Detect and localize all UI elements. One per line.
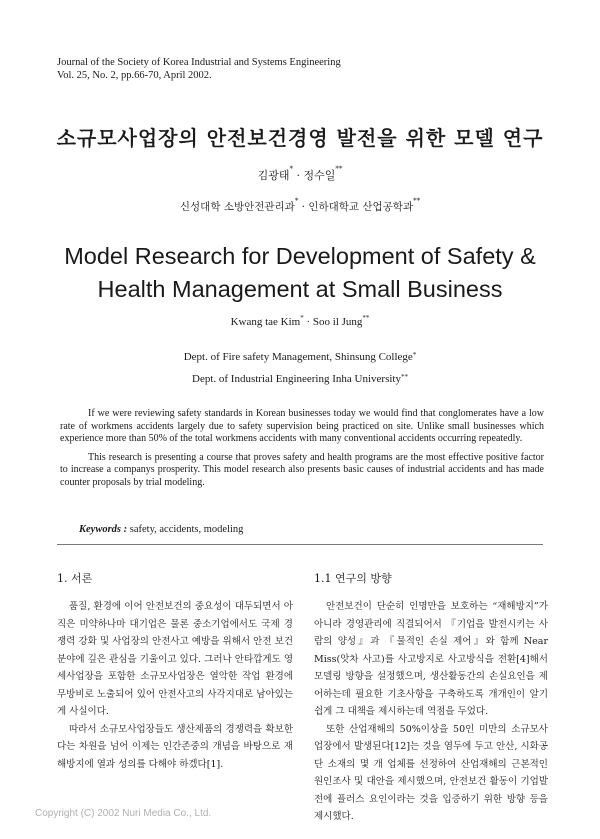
journal-name: Journal of the Society of Korea Industrial and Systems Engineering (57, 57, 341, 68)
english-affiliation-1: Dept. of Fire safety Management, Shinsung College* (183, 351, 417, 363)
copyright-notice: Copyright (C) 2002 Nuri Media Co., Ltd. (35, 808, 212, 819)
section-1-paragraph-2: 따라서 소규모사업장들도 생산제품의 경쟁력을 확보한다는 차원을 넘어 이제는 인간존중의 개념을 바탕으로 재해방지에 열과 성의를 다해야 하겠다[1]. (57, 723, 293, 770)
abstract-paragraph-2: This research is presenting a course that proves safety and health programs are the most effective positive factor to increase a companys prosperity. This model research also presents basic causes of industrial accidents and has made counter proposals by trial modeling. (60, 451, 544, 488)
keywords-label: Keywords : (79, 524, 128, 535)
english-authors: Kwang tae Kim* · Soo il Jung** (230, 314, 370, 328)
journal-header (57, 56, 341, 82)
english-title-line2: Health Management at Small Business (97, 276, 503, 302)
section-1-1-paragraph-1: 안전보건이 단순히 인명만을 보호하는 “재해방지”가 아니라 경영관리에 직결되어서 『기업을 발전시키는 사람의 양성』과 『물적인 손실 제어』와 함께 Near Miss(앗차 사고)를 사고방지로 사고방식을 전환[4]해서 모델링 방향을 설정했으며, 생산활동간의 손실요인을 제어하는데 필요한 기초사항을 구축하도록 개개인이 알기 쉽게 그 대책을 제시하는데 역점을 두었다. (314, 601, 548, 717)
abstract-paragraph-1: If we were reviewing safety standards in Korean businesses today we would find that conglomerates have a low rate of workmens accidents largely due to safety supervision being practiced on site. Unlike small businesses which experience more than 50% of the total workmens accidents with many conventional accidents occurring repeatedly. (60, 408, 544, 445)
korean-title: 소규모사업장의 안전보건경영 발전을 위한 모델 연구 (56, 126, 544, 150)
english-affiliations (0, 346, 600, 390)
section-1-1-paragraph-2: 또한 산업재해의 50%이상을 50인 미만의 소규모사업장에서 발생된다[12]는 것을 염두에 두고 안산, 시화공단 소재의 몇 개 업체를 선정하여 산업재해의 근본적인 원인조사 및 대안을 제시했으며, 안전보건 활동이 기업발전에 플러스 요인이라는 것을 입증하기 위한 방향 등을 제시했다. (314, 723, 548, 822)
section-divider (57, 544, 543, 545)
korean-authors: 김광태* · 정수일** (257, 165, 343, 182)
english-affiliation-2: Dept. of Industrial Engineering Inha University** (192, 373, 408, 385)
section-1-paragraph-1: 품질, 환경에 이어 안전보건의 중요성이 대두되면서 아직은 미약하나마 대기업은 물론 중소기업에서도 국제 경쟁력 강화 및 사업장의 안전사고 예방을 위해서 안전 보건분야에 깊은 관심을 기울이고 있다. 그러나 안타깝게도 영세사업장을 포함한 소규모사업장은 열악한 작업 환경에 무방비로 노출되어 있어 안전사고의 사각지대로 남아있는 게 사실이다. (57, 601, 293, 717)
korean-affiliation: 신성대학 소방안전관리과* · 인하대학교 산업공학과** (179, 197, 421, 213)
abstract (60, 408, 544, 496)
section-1-1-heading: 1.1 연구의 방향 (314, 572, 392, 585)
english-title-line1: Model Research for Development of Safety & (64, 243, 536, 269)
keywords (79, 524, 243, 535)
keywords-values: safety, accidents, modeling (129, 524, 244, 535)
section-1-body (57, 598, 293, 773)
english-title (0, 240, 600, 306)
journal-volume: Vol. 25, No. 2, pp.66-70, April 2002. (57, 70, 212, 81)
section-1-1-body (314, 598, 548, 826)
section-1-heading: 1. 서론 (57, 572, 93, 585)
